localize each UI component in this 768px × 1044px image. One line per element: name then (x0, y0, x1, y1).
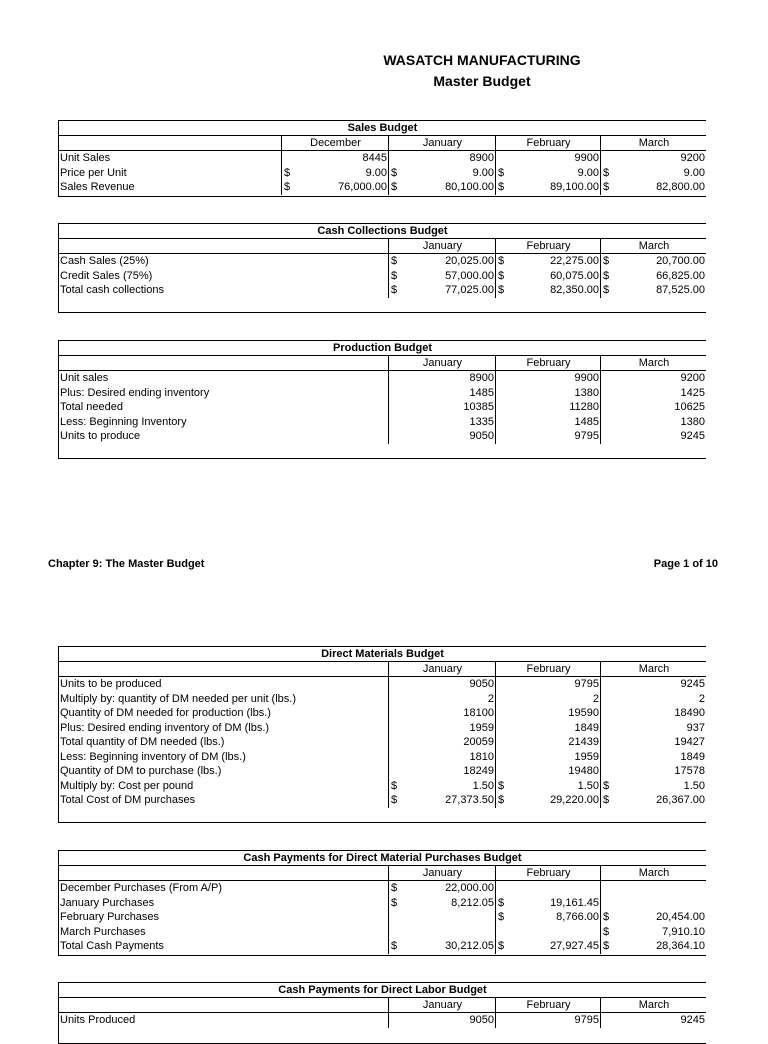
cell-value: 937 (686, 721, 705, 734)
table-row (59, 896, 706, 911)
cell-value: 8,212.05 (451, 896, 494, 909)
value-cell (388, 750, 496, 765)
column-header: February (495, 356, 601, 370)
value-cell (388, 429, 496, 444)
value-cell (388, 939, 496, 954)
value-cell (495, 269, 601, 284)
currency-symbol: $ (498, 896, 505, 909)
currency-symbol: $ (391, 794, 398, 806)
row-label: Less: Beginning inventory of DM (lbs.) (60, 750, 246, 763)
column-header: February (495, 998, 601, 1012)
table-row (59, 269, 706, 284)
column-header: February (495, 866, 601, 880)
row-label: Credit Sales (75%) (60, 269, 153, 282)
currency-symbol: $ (498, 794, 505, 806)
currency-symbol: $ (391, 896, 398, 909)
value-cell (495, 881, 601, 896)
table-row (59, 254, 706, 269)
cell-value: 1335 (469, 415, 494, 428)
currency-symbol: $ (498, 255, 505, 267)
production-budget (58, 340, 706, 459)
currency-symbol: $ (603, 911, 610, 923)
column-header: February (495, 662, 601, 676)
currency-symbol: $ (391, 779, 398, 792)
row-label: Total cash collections (60, 284, 164, 296)
cell-value: 1380 (574, 386, 599, 399)
cell-value: 1485 (469, 386, 494, 399)
cell-value: 60,075.00 (550, 269, 599, 282)
value-cell (600, 269, 707, 284)
cell-value: 1485 (574, 415, 599, 428)
table-row (59, 735, 706, 750)
chapter-footer: Chapter 9: The Master Budget (48, 558, 205, 570)
column-header: February (495, 136, 601, 150)
cell-value: 9.00 (683, 166, 705, 179)
value-cell (388, 415, 496, 430)
table-row (59, 939, 706, 954)
column-header: January (388, 662, 496, 676)
value-cell (388, 779, 496, 794)
table-row (59, 750, 706, 765)
row-label: Unit sales (60, 372, 109, 384)
table-row (59, 706, 706, 721)
cell-value: 8,766.00 (556, 911, 599, 923)
value-cell (600, 881, 707, 896)
cell-value: 22,000.00 (445, 882, 494, 894)
value-cell (495, 692, 601, 707)
cell-value: 27,927.45 (550, 940, 599, 952)
cell-value: 66,825.00 (656, 269, 705, 282)
value-cell (495, 386, 601, 401)
column-header: March (600, 356, 707, 370)
value-cell (388, 896, 496, 911)
cell-value: 9900 (574, 372, 599, 384)
cell-value: 57,000.00 (445, 269, 494, 282)
currency-symbol: $ (391, 269, 398, 282)
cell-value: 1.50 (683, 779, 705, 792)
budget-title: Sales Budget (59, 121, 706, 136)
cell-value: 2 (487, 692, 494, 705)
table-row (59, 910, 706, 925)
table-row (59, 151, 706, 166)
table-row (59, 1013, 706, 1028)
value-cell (600, 706, 707, 721)
currency-symbol: $ (603, 255, 610, 267)
value-cell (495, 750, 601, 765)
value-cell (388, 283, 496, 298)
cell-value: 20,025.00 (445, 255, 494, 267)
value-cell (600, 779, 707, 794)
cell-value: 9245 (680, 1014, 705, 1026)
cell-value: 9050 (469, 1014, 494, 1026)
currency-symbol: $ (391, 284, 398, 296)
column-header: March (600, 866, 707, 880)
value-cell (388, 386, 496, 401)
column-header: March (600, 998, 707, 1012)
value-cell (388, 400, 496, 415)
cell-value: 9200 (680, 152, 705, 164)
budget-title: Cash Payments for Direct Labor Budget (59, 983, 706, 998)
value-cell (388, 721, 496, 736)
currency-symbol: $ (498, 779, 505, 792)
row-label: Total Cost of DM purchases (60, 794, 196, 806)
value-cell (495, 735, 601, 750)
currency-symbol: $ (284, 166, 291, 179)
value-cell (495, 779, 601, 794)
value-cell (388, 269, 496, 284)
currency-symbol: $ (498, 940, 505, 952)
table-row (59, 764, 706, 779)
cell-value: 9200 (680, 372, 705, 384)
column-header: March (600, 239, 707, 253)
row-label: Price per Unit (60, 166, 127, 179)
currency-symbol: $ (603, 166, 610, 179)
row-label: Units to produce (60, 430, 141, 442)
cell-value: 30,212.05 (445, 940, 494, 952)
direct-materials-budget (58, 646, 706, 823)
value-cell (495, 677, 601, 692)
value-cell (495, 910, 601, 925)
value-cell (600, 735, 707, 750)
value-cell (388, 925, 496, 940)
currency-symbol: $ (498, 166, 505, 179)
row-label: March Purchases (60, 925, 146, 938)
value-cell (281, 180, 389, 195)
row-label: Units Produced (60, 1014, 136, 1026)
cell-value: 76,000.00 (338, 181, 387, 193)
cell-value: 9.00 (472, 166, 494, 179)
currency-symbol: $ (284, 181, 291, 193)
value-cell (600, 925, 707, 940)
value-cell (495, 925, 601, 940)
cell-value: 10625 (674, 401, 705, 413)
value-cell (600, 896, 707, 911)
table-row (59, 692, 706, 707)
value-cell (600, 692, 707, 707)
cell-value: 18490 (674, 707, 705, 719)
row-label: Units to be produced (60, 678, 162, 690)
budget-title: Direct Materials Budget (59, 647, 706, 662)
value-cell (495, 415, 601, 430)
value-cell (600, 180, 707, 195)
cell-value: 28,364.10 (656, 940, 705, 952)
row-label: February Purchases (60, 911, 160, 923)
cell-value: 1810 (469, 750, 494, 763)
cell-value: 22,275.00 (550, 255, 599, 267)
value-cell (600, 429, 707, 444)
value-cell (600, 151, 707, 166)
table-row (59, 283, 706, 298)
table-row (59, 793, 706, 808)
cell-value: 1.50 (472, 779, 494, 792)
budget-title: Production Budget (59, 341, 706, 356)
value-cell (388, 706, 496, 721)
dm-payments-budget (58, 850, 706, 956)
value-cell (495, 400, 601, 415)
table-row (59, 779, 706, 794)
cell-value: 18100 (463, 707, 494, 719)
value-cell (388, 254, 496, 269)
value-cell (495, 151, 601, 166)
table-row (59, 386, 706, 401)
table-row (59, 400, 706, 415)
value-cell (600, 677, 707, 692)
column-header: January (388, 866, 496, 880)
cell-value: 1959 (574, 750, 599, 763)
value-cell (495, 254, 601, 269)
company-name: WASATCH MANUFACTURING (383, 52, 581, 68)
row-label: Total quantity of DM needed (lbs.) (60, 736, 225, 748)
value-cell (600, 910, 707, 925)
cell-value: 20,700.00 (656, 255, 705, 267)
currency-symbol: $ (391, 882, 398, 894)
value-cell (495, 706, 601, 721)
value-cell (281, 166, 389, 181)
cell-value: 9050 (469, 430, 494, 442)
table-row (59, 677, 706, 692)
currency-symbol: $ (391, 181, 398, 193)
cell-value: 1380 (680, 415, 705, 428)
row-label: December Purchases (From A/P) (60, 882, 222, 894)
cell-value: 77,025.00 (445, 284, 494, 296)
value-cell (495, 793, 601, 808)
value-cell (495, 764, 601, 779)
cell-value: 9795 (574, 430, 599, 442)
cell-value: 29,220.00 (550, 794, 599, 806)
value-cell (495, 283, 601, 298)
value-cell (388, 692, 496, 707)
value-cell (495, 721, 601, 736)
table-row (59, 721, 706, 736)
value-cell (495, 429, 601, 444)
currency-symbol: $ (603, 779, 610, 792)
cell-value: 20,454.00 (656, 911, 705, 923)
currency-symbol: $ (498, 911, 505, 923)
dl-payments-budget (58, 982, 706, 1044)
cell-value: 9245 (680, 678, 705, 690)
value-cell (600, 386, 707, 401)
row-label: Plus: Desired ending inventory of DM (lbs.) (60, 721, 270, 734)
value-cell (388, 1013, 496, 1028)
row-label: Total needed (60, 401, 123, 413)
currency-symbol: $ (603, 940, 610, 952)
cell-value: 10385 (463, 401, 494, 413)
value-cell (600, 1013, 707, 1028)
cell-value: 8445 (362, 152, 387, 164)
cell-value: 89,100.00 (550, 181, 599, 193)
column-header: March (600, 136, 707, 150)
column-header: February (495, 239, 601, 253)
cell-value: 82,350.00 (550, 284, 599, 296)
currency-symbol: $ (603, 794, 610, 806)
row-label: Less: Beginning Inventory (60, 415, 187, 428)
value-cell (388, 371, 496, 386)
table-row (59, 429, 706, 444)
cell-value: 2 (698, 692, 705, 705)
row-label: January Purchases (60, 896, 155, 909)
cash-collections-budget (58, 223, 706, 313)
page-number: Page 1 of 10 (653, 558, 718, 570)
column-header: January (388, 239, 496, 253)
column-header: March (600, 662, 707, 676)
value-cell (600, 415, 707, 430)
row-label: Multiply by: Cost per pound (60, 779, 194, 792)
cell-value: 1.50 (577, 779, 599, 792)
cell-value: 20059 (463, 736, 494, 748)
currency-symbol: $ (603, 181, 610, 193)
value-cell (388, 180, 496, 195)
currency-symbol: $ (391, 255, 398, 267)
row-label: Quantity of DM needed for production (lbs.) (60, 707, 271, 719)
cell-value: 9795 (574, 678, 599, 690)
row-label: Plus: Desired ending inventory (60, 386, 210, 399)
row-label: Multiply by: quantity of DM needed per unit (lbs.) (60, 692, 297, 705)
column-header: January (388, 998, 496, 1012)
value-cell (600, 166, 707, 181)
value-cell (600, 371, 707, 386)
cell-value: 87,525.00 (656, 284, 705, 296)
cell-value: 27,373.50 (445, 794, 494, 806)
currency-symbol: $ (391, 166, 398, 179)
cell-value: 19,161.45 (550, 896, 599, 909)
cell-value: 2 (592, 692, 599, 705)
currency-symbol: $ (603, 925, 610, 938)
value-cell (600, 721, 707, 736)
value-cell (600, 764, 707, 779)
cell-value: 1959 (469, 721, 494, 734)
value-cell (495, 371, 601, 386)
row-label: Total Cash Payments (60, 940, 164, 952)
cell-value: 19427 (674, 736, 705, 748)
table-row (59, 166, 706, 181)
budget-title: Cash Collections Budget (59, 224, 706, 239)
value-cell (388, 677, 496, 692)
value-cell (388, 793, 496, 808)
document-title: Master Budget (433, 73, 531, 89)
cell-value: 7,910.10 (662, 925, 705, 938)
cell-value: 19590 (568, 707, 599, 719)
cell-value: 11280 (569, 401, 599, 413)
cell-value: 1849 (680, 750, 705, 763)
budget-title: Cash Payments for Direct Material Purchases Budget (59, 851, 706, 866)
value-cell (388, 764, 496, 779)
cell-value: 9795 (574, 1014, 599, 1026)
cell-value: 1425 (680, 386, 705, 399)
value-cell (600, 793, 707, 808)
value-cell (388, 151, 496, 166)
cell-value: 19480 (568, 765, 599, 777)
cell-value: 9.00 (577, 166, 599, 179)
currency-symbol: $ (498, 284, 505, 296)
currency-symbol: $ (498, 181, 505, 193)
cell-value: 9245 (680, 430, 705, 442)
cell-value: 8900 (469, 372, 494, 384)
value-cell (495, 180, 601, 195)
value-cell (388, 735, 496, 750)
value-cell (388, 881, 496, 896)
cell-value: 9900 (574, 152, 599, 164)
currency-symbol: $ (603, 284, 610, 296)
cell-value: 18249 (463, 765, 494, 777)
table-row (59, 415, 706, 430)
value-cell (388, 910, 496, 925)
cell-value: 17578 (674, 765, 705, 777)
value-cell (600, 283, 707, 298)
value-cell (600, 400, 707, 415)
table-row (59, 925, 706, 940)
cell-value: 80,100.00 (445, 181, 494, 193)
currency-symbol: $ (391, 940, 398, 952)
cell-value: 9.00 (365, 166, 387, 179)
value-cell (495, 166, 601, 181)
table-row (59, 881, 706, 896)
currency-symbol: $ (603, 269, 610, 282)
row-label: Quantity of DM to purchase (lbs.) (60, 765, 222, 777)
value-cell (600, 750, 707, 765)
cell-value: 8900 (469, 152, 494, 164)
cell-value: 1849 (574, 721, 599, 734)
value-cell (495, 939, 601, 954)
table-row (59, 371, 706, 386)
value-cell (600, 254, 707, 269)
cell-value: 9050 (469, 678, 494, 690)
currency-symbol: $ (498, 269, 505, 282)
sales-budget (58, 120, 706, 197)
value-cell (495, 1013, 601, 1028)
cell-value: 26,367.00 (656, 794, 705, 806)
column-header: December (281, 136, 389, 150)
row-label: Cash Sales (25%) (60, 255, 149, 267)
value-cell (495, 896, 601, 911)
value-cell (600, 939, 707, 954)
table-row (59, 180, 706, 195)
column-header: January (388, 356, 496, 370)
cell-value: 21439 (568, 736, 599, 748)
row-label: Unit Sales (60, 152, 111, 164)
column-header: January (388, 136, 496, 150)
cell-value: 82,800.00 (656, 181, 705, 193)
value-cell (281, 151, 389, 166)
row-label: Sales Revenue (60, 181, 135, 193)
value-cell (388, 166, 496, 181)
